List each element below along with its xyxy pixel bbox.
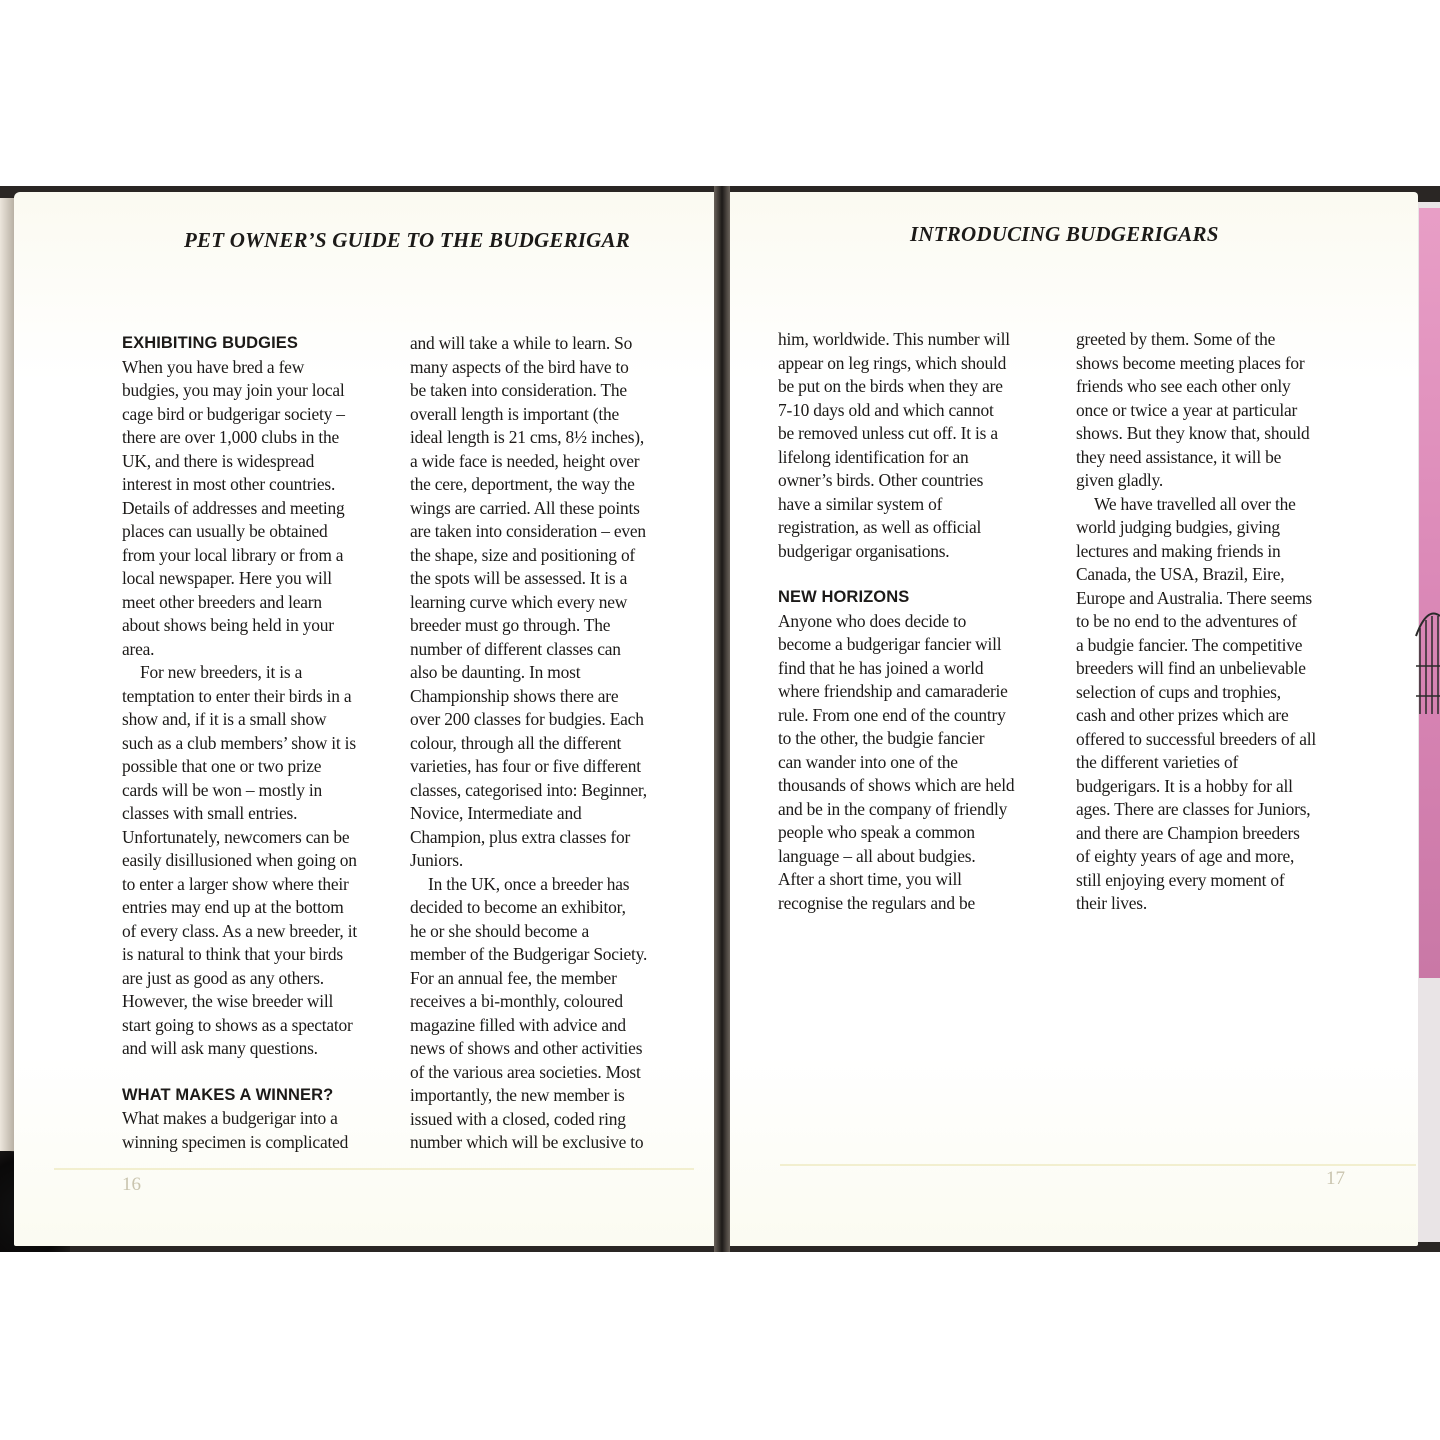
left-footer-rule: [54, 1168, 694, 1170]
text-line: Juniors.: [410, 850, 463, 870]
text-line: learning curve which every new: [410, 591, 628, 612]
right-column-2: [1076, 328, 1366, 916]
text-line: of every class. As a new breeder, it: [122, 920, 357, 941]
text-line: receives a bi-monthly, coloured: [410, 991, 623, 1011]
text-line: where friendship and camaraderie: [778, 681, 1008, 701]
text-line: For an annual fee, the member: [410, 967, 617, 988]
text-line: news of shows and other activities: [410, 1038, 643, 1058]
text-line: still enjoying every moment of: [1076, 869, 1285, 890]
text-line: UK, and there is widespread: [122, 450, 315, 471]
text-line: given gladly.: [1076, 470, 1164, 490]
text-line: many aspects of the bird have to: [410, 356, 629, 377]
text-line: rule. From one end of the country: [778, 704, 1006, 725]
text-line: Championship shows there are: [410, 685, 619, 706]
right-page: [730, 192, 1418, 1246]
text-line: For new breeders, it is a: [140, 662, 303, 682]
text-line: and be in the company of friendly: [778, 798, 1008, 819]
text-line: However, the wise breeder will: [122, 991, 334, 1011]
text-line: are taken into consideration – even: [410, 521, 646, 541]
text-line: cage bird or budgerigar society –: [122, 403, 345, 424]
text-line: Champion, plus extra classes for: [410, 826, 631, 847]
text-line: Europe and Australia. There seems: [1076, 587, 1312, 608]
book-spread: [0, 186, 1440, 1252]
right-footer-rule: [780, 1164, 1416, 1166]
left-folio: 16: [122, 1174, 141, 1195]
text-line: winning specimen is complicated: [122, 1131, 349, 1152]
text-line: start going to shows as a spectator: [122, 1014, 353, 1035]
text-line: is natural to think that your birds: [122, 944, 343, 964]
left-running-head: PET OWNER’S GUIDE TO THE BUDGERIGAR: [184, 228, 630, 252]
right-folio: 17: [1326, 1168, 1345, 1189]
text-line: him, worldwide. This number will: [778, 329, 1010, 349]
text-line: once or twice a year at particular: [1076, 399, 1298, 420]
section-heading: EXHIBITING BUDGIES: [122, 334, 298, 352]
text-line: be removed unless cut off. It is a: [778, 423, 998, 443]
text-line: breeders will find an unbelievable: [1076, 658, 1306, 678]
text-line: people who speak a common: [778, 822, 975, 842]
text-line: of eighty years of age and more,: [1076, 846, 1295, 866]
text-line: lifelong identification for an: [778, 446, 969, 467]
left-column-1: [122, 332, 404, 1154]
text-line: from your local library or from a: [122, 544, 344, 565]
text-line: there are over 1,000 clubs in the: [122, 427, 339, 447]
text-line: be taken into consideration. The: [410, 380, 627, 400]
text-line: local newspaper. Here you will: [122, 568, 332, 588]
text-line: importantly, the new member is: [410, 1085, 625, 1105]
text-line: magazine filled with advice and: [410, 1014, 626, 1035]
text-line: classes, categorised into: Beginner,: [410, 779, 647, 800]
text-line: language – all about budgies.: [778, 845, 976, 866]
text-line: places can usually be obtained: [122, 521, 328, 541]
text-line: budgies, you may join your local: [122, 380, 345, 400]
text-line: ideal length is 21 cms, 8½ inches),: [410, 427, 645, 447]
text-line: Novice, Intermediate and: [410, 803, 582, 823]
text-line: a wide face is needed, height over: [410, 450, 640, 471]
text-line: find that he has joined a world: [778, 657, 984, 678]
text-line: When you have bred a few: [122, 356, 305, 377]
text-line: greeted by them. Some of the: [1076, 329, 1276, 349]
text-line: registration, as well as official: [778, 517, 982, 537]
text-line: member of the Budgerigar Society.: [410, 944, 648, 964]
text-line: also be daunting. In most: [410, 662, 581, 682]
text-line: and will take a while to learn. So: [410, 333, 633, 353]
text-line: overall length is important (the: [410, 403, 619, 424]
text-line: selection of cups and trophies,: [1076, 681, 1281, 702]
left-page-edge: [0, 198, 14, 1238]
text-line: Unfortunately, newcomers can be: [122, 826, 350, 847]
text-line: number of different classes can: [410, 638, 621, 659]
text-line: about shows being held in your: [122, 615, 334, 635]
text-line: issued with a closed, coded ring: [410, 1108, 626, 1129]
text-line: budgerigar organisations.: [778, 540, 950, 561]
next-page-photo-strip: [1419, 208, 1440, 978]
text-line: decided to become an exhibitor,: [410, 897, 626, 917]
text-line: wings are carried. All these points: [410, 497, 640, 518]
text-line: meet other breeders and learn: [122, 591, 322, 612]
text-line: show and, if it is a small show: [122, 709, 327, 729]
text-line: and will ask many questions.: [122, 1038, 318, 1058]
text-line: Anyone who does decide to: [778, 610, 967, 631]
text-line: world judging budgies, giving: [1076, 517, 1280, 537]
text-line: classes with small entries.: [122, 803, 298, 823]
right-column-1: [778, 328, 1070, 915]
text-line: thousands of shows which are held: [778, 775, 1015, 795]
text-line: such as a club members’ show it is: [122, 732, 356, 753]
text-line: entries may end up at the bottom: [122, 897, 344, 917]
text-line: What makes a budgerigar into a: [122, 1108, 338, 1128]
text-line: can wander into one of the: [778, 751, 958, 772]
paragraph-gap: [122, 1061, 404, 1084]
text-line: appear on leg rings, which should: [778, 352, 1007, 373]
section-heading: NEW HORIZONS: [778, 588, 910, 606]
text-line: are just as good as any others.: [122, 967, 324, 988]
text-line: Canada, the USA, Brazil, Eire,: [1076, 564, 1285, 584]
text-line: area.: [122, 638, 155, 659]
text-line: owner’s birds. Other countries: [778, 470, 984, 490]
paragraph-gap: [778, 563, 1070, 586]
text-line: the cere, deportment, the way the: [410, 474, 635, 494]
text-line: the spots will be assessed. It is a: [410, 568, 628, 588]
text-line: and there are Champion breeders: [1076, 822, 1300, 843]
left-page: [14, 192, 714, 1246]
text-line: ages. There are classes for Juniors,: [1076, 799, 1311, 819]
text-line: cards will be won – mostly in: [122, 779, 322, 800]
text-line: temptation to enter their birds in a: [122, 685, 352, 706]
text-line: breeder must go through. The: [410, 615, 611, 635]
text-line: a budgie fancier. The competitive: [1076, 634, 1303, 655]
text-line: he or she should become a: [410, 920, 589, 941]
text-line: of the various area societies. Most: [410, 1061, 641, 1082]
text-line: they need assistance, it will be: [1076, 446, 1282, 467]
text-line: their lives.: [1076, 893, 1148, 913]
text-line: easily disillusioned when going on: [122, 850, 357, 870]
text-line: be put on the birds when they are: [778, 376, 1003, 396]
text-line: cash and other prizes which are: [1076, 705, 1289, 725]
text-line: friends who see each other only: [1076, 376, 1291, 396]
section-heading: WHAT MAKES A WINNER?: [122, 1085, 334, 1104]
text-line: colour, through all the different: [410, 732, 622, 753]
text-line: to be no end to the adventures of: [1076, 611, 1297, 631]
text-line: offered to successful breeders of all: [1076, 728, 1316, 749]
text-line: budgerigars. It is a hobby for all: [1076, 775, 1293, 796]
text-line: have a similar system of: [778, 493, 943, 514]
text-line: interest in most other countries.: [122, 474, 336, 494]
birdcage-icon: [1414, 606, 1440, 716]
text-line: over 200 classes for budgies. Each: [410, 709, 644, 729]
text-line: become a budgerigar fancier will: [778, 634, 1002, 654]
text-line: shows. But they know that, should: [1076, 423, 1310, 443]
text-line: number which will be exclusive to: [410, 1132, 644, 1152]
text-line: the shape, size and positioning of: [410, 544, 636, 565]
text-line: We have travelled all over the: [1094, 493, 1296, 514]
text-line: to enter a larger show where their: [122, 873, 349, 894]
text-line: shows become meeting places for: [1076, 352, 1305, 373]
book-gutter: [714, 186, 730, 1252]
text-line: possible that one or two prize: [122, 756, 322, 776]
right-running-head: INTRODUCING BUDGERIGARS: [910, 222, 1219, 246]
text-line: In the UK, once a breeder has: [428, 873, 630, 894]
text-line: After a short time, you will: [778, 869, 962, 889]
left-column-2: [410, 332, 702, 1155]
text-line: to the other, the budgie fancier: [778, 728, 985, 748]
text-line: the different varieties of: [1076, 752, 1239, 772]
text-line: recognise the regulars and be: [778, 892, 976, 913]
text-line: varieties, has four or five different: [410, 756, 641, 776]
text-line: Details of addresses and meeting: [122, 497, 345, 518]
text-line: 7-10 days old and which cannot: [778, 399, 994, 420]
text-line: lectures and making friends in: [1076, 540, 1281, 561]
